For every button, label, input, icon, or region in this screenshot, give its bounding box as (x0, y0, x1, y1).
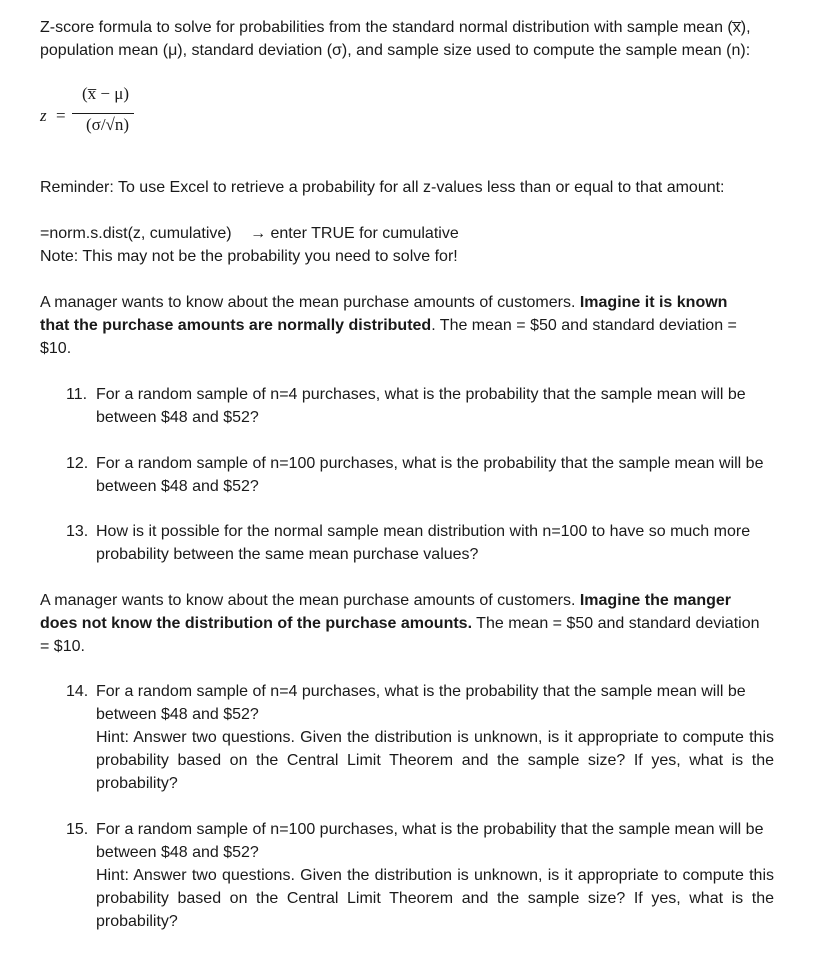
question-15: 15. For a random sample of n=100 purchases, what is the probability that the sample mean will be between $48 and $52? Hint: Answer two questions. Given the distribution is unknown, is it appropriate to compute this probability based on the Central Limit Theorem and the sample size? If yes, what is the probability? (66, 818, 774, 933)
scenario-1-emphasis: Imagine it is known that the purchase amounts are normally distributed (40, 294, 728, 334)
question-15-hint: Hint: Answer two questions. Given the distribution is unknown, is it appropriate to compute this probability based on the Central Limit Theorem and the sample size? If yes, what is the probability? (96, 867, 774, 930)
excel-function-line (40, 222, 760, 245)
excel-arrow-note: → enter TRUE for cumulative (250, 225, 459, 242)
question-14-hint: Hint: Answer two questions. Given the distribution is unknown, is it appropriate to compute this probability based on the Central Limit Theorem and the sample size? If yes, what is the probability? (96, 729, 774, 792)
question-14: 14. For a random sample of n=4 purchases, what is the probability that the sample mean will be between $48 and $52? Hint: Answer two questions. Given the distribution is unknown, is it appropriate to compute this probability based on the Central Limit Theorem and the sample size? If yes, what is the probability? (66, 680, 774, 795)
scenario-2-emphasis: Imagine the manger does not know the distribution of the purchase amounts. (40, 592, 732, 632)
reminder-note: Note: This may not be the probability you need to solve for! (40, 248, 458, 265)
formula-z: z (40, 106, 47, 125)
formula-numerator: (x̅ − μ) (82, 84, 130, 103)
excel-function: =norm.s.dist(z, cumulative) (40, 225, 232, 242)
formula-denominator: (σ/√n) (86, 115, 130, 134)
formula-equals: = (56, 106, 66, 125)
scenario-1: A manager wants to know about the mean purchase amounts of customers. Imagine it is known that the purchase amounts are normally distributed. The mean = $50 and standard deviation = $10. (40, 294, 737, 357)
question-12: 12. For a random sample of n=100 purchases, what is the probability that the sample mean will be between $48 and $52? (66, 455, 764, 495)
intro-text: Z-score formula to solve for probabilities from the standard normal distribution with sample mean (x̅), population mean (μ), standard deviation (σ), and sample size used to compute the sample mean (n): (40, 19, 751, 59)
scenario-2: A manager wants to know about the mean purchase amounts of customers. Imagine the manger does not know the distribution of the purchase amounts. The mean = $50 and standard deviation = $10. (40, 592, 760, 655)
reminder-text: Reminder: To use Excel to retrieve a probability for all z-values less than or equal to that amount: (40, 179, 725, 196)
question-11: 11. For a random sample of n=4 purchases, what is the probability that the sample mean will be between $48 and $52? (66, 386, 746, 426)
formula-fraction-bar (72, 113, 134, 114)
question-13: 13. How is it possible for the normal sample mean distribution with n=100 to have so much more probability between the same mean purchase values? (66, 523, 751, 563)
